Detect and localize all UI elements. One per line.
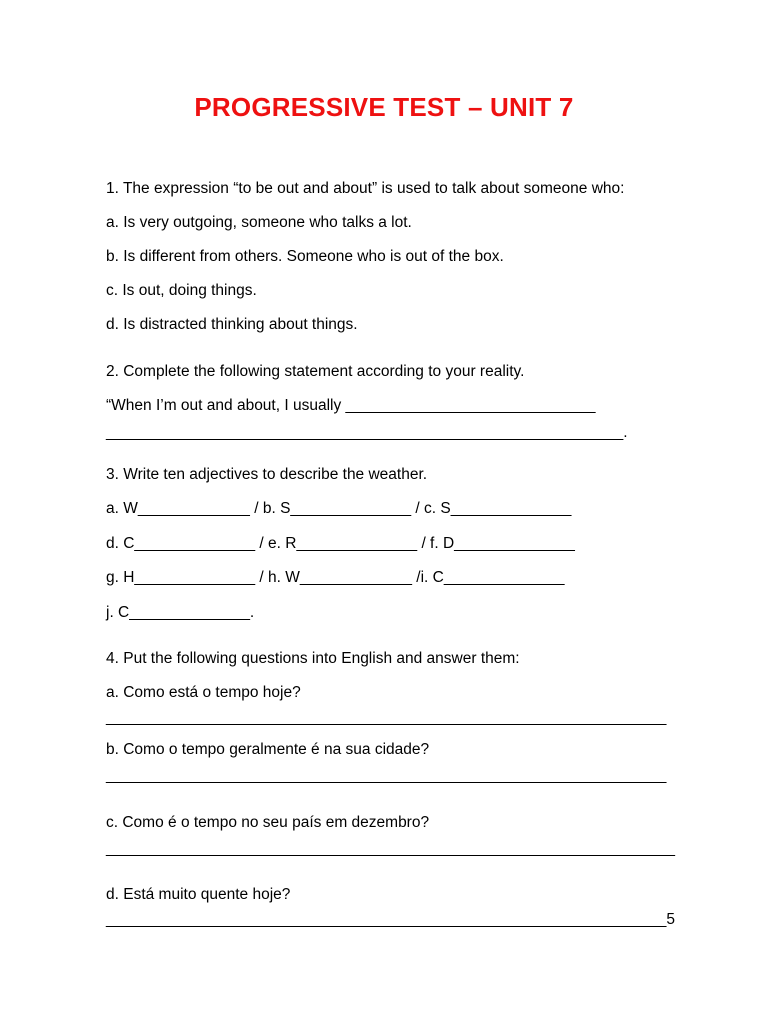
question-1-option-d: d. Is distracted thinking about things. [106, 316, 358, 333]
question-3-prompt: 3. Write ten adjectives to describe the weather. [106, 466, 428, 483]
question-4b-answer-line: _________________________________________________________________ [106, 767, 667, 784]
question-1-option-a: a. Is very outgoing, someone who talks a lot. [106, 214, 412, 231]
question-2-statement-line-2: ____________________________________________________________. [106, 424, 628, 441]
question-4-prompt: 4. Put the following questions into English and answer them: [106, 650, 520, 667]
question-4c-text: c. Como é o tempo no seu país em dezembro? [106, 814, 430, 831]
question-3-row-4: j. C______________. [106, 604, 255, 621]
question-2-statement-line-1: “When I’m out and about, I usually _____________________________ [106, 397, 596, 414]
question-1-option-b: b. Is different from others. Someone who is out of the box. [106, 248, 504, 265]
question-1-option-c: c. Is out, doing things. [106, 282, 257, 299]
question-1-prompt: 1. The expression “to be out and about” is used to talk about someone who: [106, 180, 625, 197]
question-2-prompt: 2. Complete the following statement according to your reality. [106, 363, 525, 380]
question-4a-text: a. Como está o tempo hoje? [106, 684, 301, 701]
question-3-row-3: g. H______________ / h. W_____________ /i. C______________ [106, 569, 565, 586]
question-4a-answer-line: _________________________________________________________________ [106, 709, 667, 726]
question-3-row-1: a. W_____________ / b. S______________ / c. S______________ [106, 500, 572, 517]
question-4d-answer-line: _________________________________________________________________5 [106, 911, 675, 928]
question-3-row-2: d. C______________ / e. R______________ / f. D______________ [106, 535, 575, 552]
question-4b-text: b. Como o tempo geralmente é na sua cidade? [106, 741, 430, 758]
question-4c-answer-line: __________________________________________________________________ [106, 840, 675, 857]
page-title: PROGRESSIVE TEST – UNIT 7 [194, 92, 574, 122]
question-4d-text: d. Está muito quente hoje? [106, 886, 291, 903]
